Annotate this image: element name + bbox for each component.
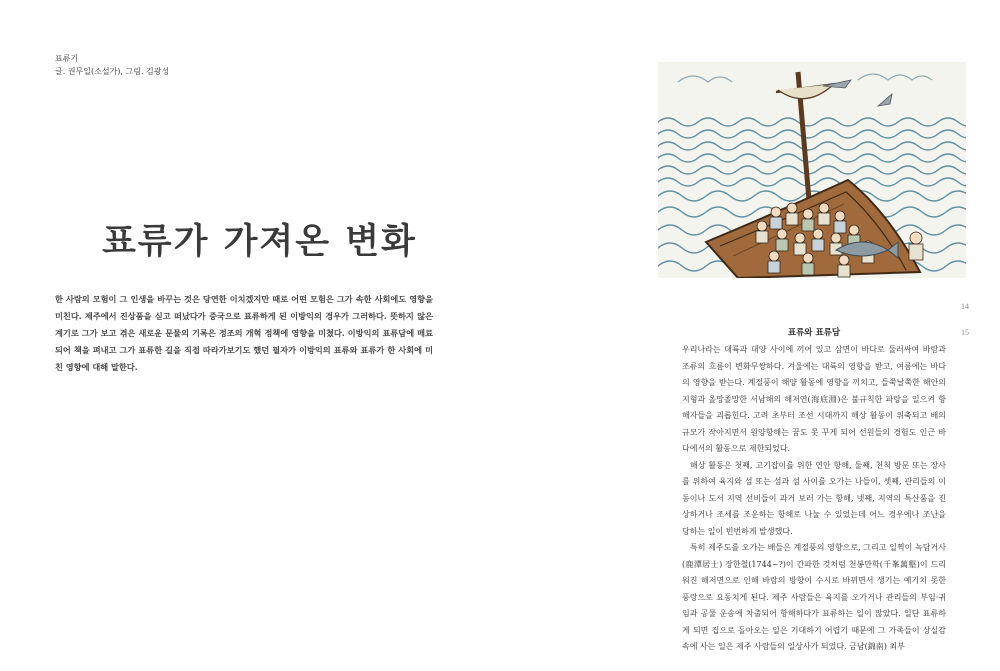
body-paragraph: 특히 제주도를 오가는 배들은 계절풍의 영향으로, 그리고 일찍이 녹담거사(鹿潭居士) 장한철(1744~?)이 간파한 것처럼 천봉만학(千峯萬壑)이 드리워진 해저면으로 인해 바람의 방향이 수시로 바뀌면서 생기는 예기치 못한 풍랑으로 요동치게 된다. 제주 사람들은 육지를 오가거나 관리들의 부임·귀임과 공물 운송에 차출되어 항해하다가 표류하는 일이 많았다. 일단 표류하게 되면 집으로 돌아오는 일은 기대하기 어렵기 때문에 그 가족들이 상실감 속에 사는 일은 제주 사람들의 일상사가 되었다. 금남(錦南) 최부 <box>682 543 946 651</box>
page-number-right: 15 <box>961 328 969 337</box>
series-label: 표류기 <box>55 54 79 63</box>
page-numbers <box>958 302 972 337</box>
article-body <box>682 326 946 656</box>
series-header <box>55 52 169 78</box>
article-title: 표류가 가져온 변화 <box>102 221 417 262</box>
body-paragraph: 해상 활동은 첫째, 고기잡이를 위한 연안 항해, 둘째, 천척 방문 또는 장사를 위하여 육지와 섬 또는 섬과 섬 사이를 오가는 나들이, 셋째, 관리들의 이동이나 도서 지역 선비들이 과거 보러 가는 항해, 넷째, 지역의 특산품을 진상하거나 조세를 조운하는 항해로 나눌 수 있었는데 어느 경우에나 조난을 당하는 일이 빈번하게 발생했다. <box>682 460 946 536</box>
lede-paragraph: 한 사람의 모험이 그 인생을 바꾸는 것은 당연한 이치겠지만 때로 어떤 모험은 그가 속한 사회에도 영향을 미친다. 제주에서 진상품을 싣고 떠났다가 중국으로 표류하게 된 이방익의 경우가 그러하다. 뜻하지 않은 계기로 그가 보고 겪은 새로운 문물의 기록은 정조의 개혁 정책에 영향을 미쳤다. 이방익의 표류담에 매료되어 책을 펴내고 그가 표류한 길을 직접 따라가보기도 했던 필자가 이방익의 표류와 표류가 한 사회에 미친 영향에 대해 말한다. <box>55 294 433 372</box>
page-number-left: 14 <box>961 302 969 311</box>
body-paragraph: 우리나라는 대륙과 대양 사이에 끼어 있고 삼면이 바다로 둘러싸여 바람과 조류의 흐름이 변화무쌍하다. 겨울에는 대륙의 영향을 받고, 여름에는 바다의 영향을 받는다. 계절풍이 해양 활동에 영향을 끼치고, 들쭉날쭉한 해안의 지형과 올망졸망한 서남해의 해저연(海底淵)은 불규칙한 파랑을 일으켜 항해자들을 괴롭힌다. 고려 초부터 조선 시대까지 해상 활동이 위축되고 배의 규모가 작아지면서 원양항해는 꿈도 못 꾸게 되어 선원들의 경험도 인근 바다에서의 활동으로 제한되었다. <box>682 345 946 453</box>
section-heading: 표류와 표류담 <box>787 328 841 338</box>
storm-boat-illustration <box>658 62 966 278</box>
credits: 글. 권무일(소설가), 그림. 김광성 <box>55 67 170 76</box>
